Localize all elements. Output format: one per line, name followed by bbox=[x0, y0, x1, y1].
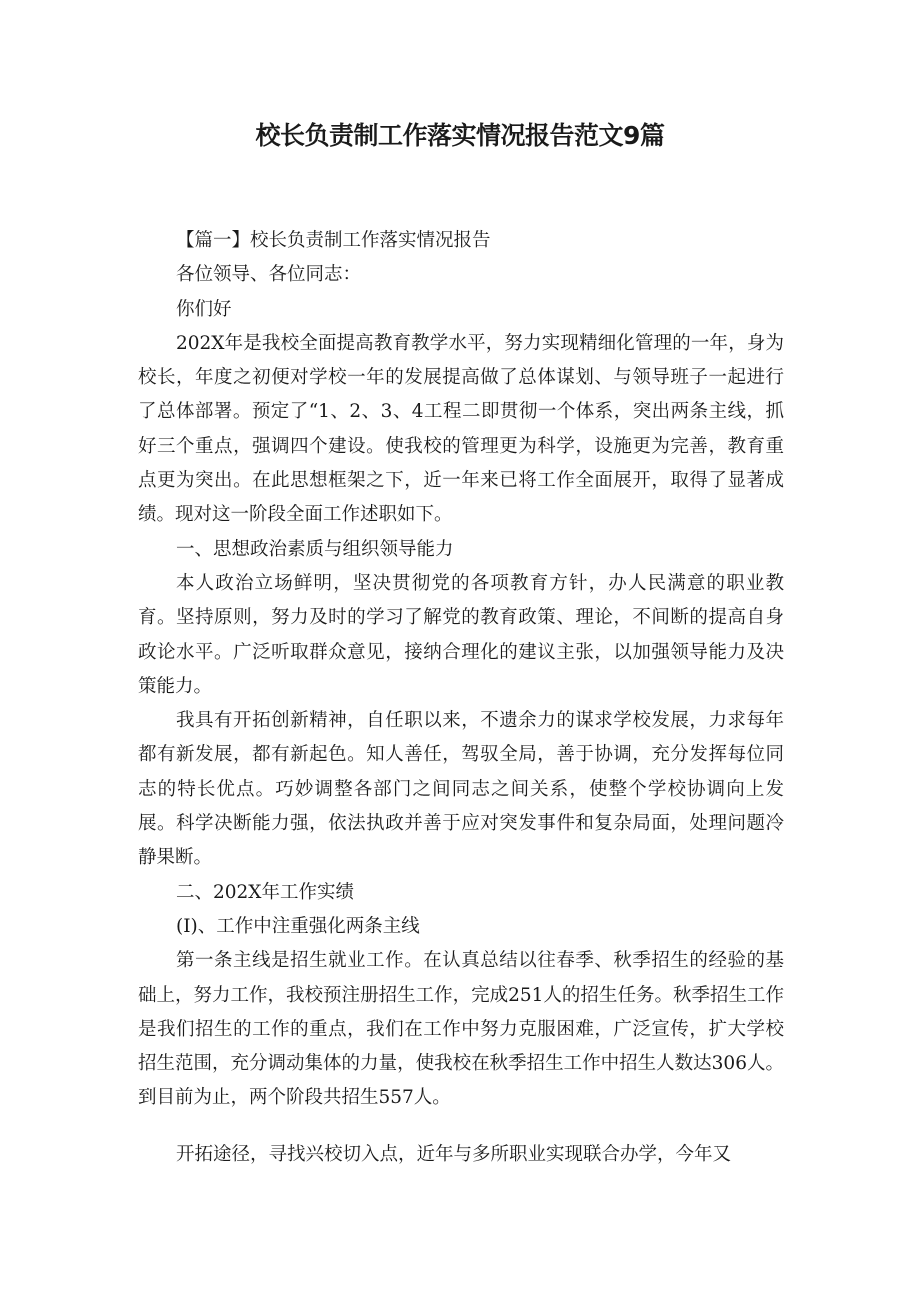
paragraph-enrollment: 第一条主线是招生就业工作。在认真总结以往春季、秋季招生的经验的基础上，努力工作，我校预注册招生工作，完成251人的招生任务。秋季招生工作是我们招生的工作的重点，我们在工作中努力克服困难，广泛宣传，扩大学校招生范围，充分调动集体的力量，使我校在秋季招生工作中招生人数达306人。到目前为止，两个阶段共招生557人。 bbox=[138, 950, 784, 1109]
document-title: 校长负责制工作落实情况报告范文9篇 bbox=[255, 121, 665, 150]
paragraph-intro: 202X年是我校全面提高教育教学水平，努力实现精细化管理的一年，身为校长，年度之初便对学校一年的发展提高做了总体谋划、与领导班子一起进行了总体部署。预定了“1、2、3、4工程二即贯彻一个体系，突出两条主线，抓好三个重点，强调四个建设。使我校的管理更为科学，设施更为完善，教育重点更为突出。在此思想框架之下，近一年来已将工作全面展开，取得了显著成绩。现对这一阶段全面工作述职如下。 bbox=[138, 332, 784, 526]
section-heading-part-one: 【篇一】校长负责制工作落实情况报告 bbox=[176, 230, 491, 251]
section-heading-politics: 一、思想政治素质与组织领导能力 bbox=[176, 538, 454, 560]
document-body bbox=[138, 224, 784, 1172]
paragraph-innovation: 我具有开拓创新精神，自任职以来，不遗余力的谋求学校发展，力求每年都有新发展，都有新起色。知人善任，驾驭全局，善于协调，充分发挥每位同志的特长优点。巧妙调整各部门之间同志之间关系，使整个学校协调向上发展。科学决断能力强，依法执政并善于应对突发事件和复杂局面，处理问题冷静果断。 bbox=[138, 710, 784, 869]
paragraph-cooperation: 开拓途径，寻找兴校切入点，近年与多所职业实现联合办学，今年又 bbox=[176, 1143, 732, 1165]
section-heading-achievements: 二、202X年工作实绩 bbox=[176, 881, 354, 903]
greeting: 你们好 bbox=[176, 298, 232, 320]
salutation: 各位领导、各位同志： bbox=[176, 264, 362, 286]
paragraph-politics: 本人政治立场鲜明，坚决贯彻党的各项教育方针，办人民满意的职业教育。坚持原则，努力及时的学习了解党的教育政策、理论，不间断的提高自身政论水平。广泛听取群众意见，接纳合理化的建议主张，以加强领导能力及决策能力。 bbox=[138, 572, 784, 697]
subsection-heading-main-lines: (I)、工作中注重强化两条主线 bbox=[176, 915, 420, 937]
